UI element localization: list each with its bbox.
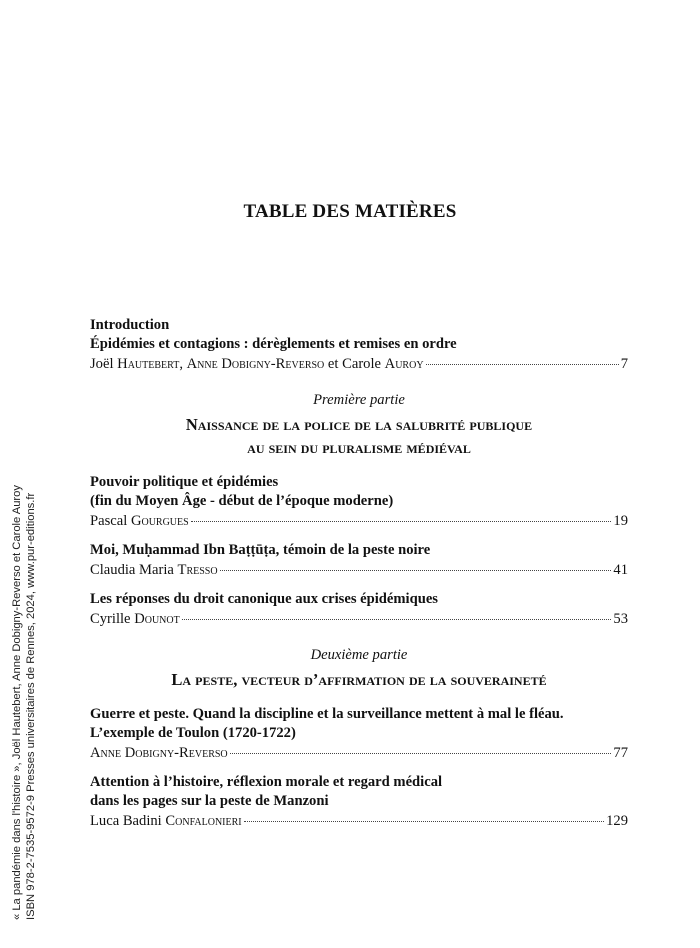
page-number: 7 (620, 356, 628, 372)
dot-leader (426, 363, 619, 365)
entry-author-line (90, 743, 628, 763)
entry-title: dans les pages sur la peste de Manzoni (90, 793, 329, 809)
entry-author: Luca Badini Confalonieri (90, 813, 242, 829)
entry-author-line (90, 560, 628, 580)
entry-title: Pouvoir politique et épidémies (90, 474, 279, 490)
part-title: au sein du pluralisme médiéval (247, 438, 471, 457)
toc-entry (90, 705, 628, 763)
entry-author-line (90, 354, 628, 374)
page-title: TABLE DES MATIÈRES (243, 201, 457, 222)
entry-title: Moi, Muḥammad Ibn Baṭṭūṭa, témoin de la peste noire (90, 542, 431, 558)
dot-leader (220, 569, 612, 571)
part-heading-2 (90, 645, 628, 691)
dot-leader (244, 820, 605, 822)
entry-author: Pascal Gourgues (90, 513, 189, 529)
dot-leader (230, 752, 612, 754)
part-title: La peste, vecteur d’affirmation de la souveraineté (171, 670, 547, 689)
page-number: 41 (613, 562, 628, 578)
table-of-contents (90, 316, 628, 841)
part-heading-1 (90, 390, 628, 459)
page-number: 53 (613, 611, 628, 627)
entry-authors: Joël Hautebert, Anne Dobigny-Reverso et Carole Auroy (90, 356, 424, 372)
toc-entry (90, 473, 628, 531)
entry-author: Cyrille Dounot (90, 611, 180, 627)
part-label: Deuxième partie (310, 647, 408, 663)
dot-leader (182, 618, 612, 620)
toc-entry (90, 773, 628, 831)
toc-entry (90, 541, 628, 580)
page-number: 19 (613, 513, 628, 529)
entry-title: Guerre et peste. Quand la discipline et la surveillance mettent à mal le fléau. (90, 706, 564, 722)
entry-author-line (90, 511, 628, 531)
side-credit (10, 440, 38, 920)
entry-title: Attention à l’histoire, réflexion morale et regard médical (90, 774, 443, 790)
entry-author-line (90, 811, 628, 831)
dot-leader (191, 520, 612, 522)
part-label: Première partie (313, 392, 405, 408)
toc-entry-introduction (90, 316, 628, 374)
page-number: 77 (613, 745, 628, 761)
entry-author-line (90, 609, 628, 629)
entry-title: L’exemple de Toulon (1720-1722) (90, 725, 296, 741)
credit-line: « La pandémie dans l'histoire », Joël Hautebert, Anne Dobigny-Reverso et Carole Auroy (11, 485, 23, 920)
entry-author: Anne Dobigny-Reverso (90, 745, 228, 761)
entry-section-label: Introduction (90, 317, 170, 333)
entry-author: Claudia Maria Tresso (90, 562, 218, 578)
entry-title: Épidémies et contagions : dérèglements et remises en ordre (90, 336, 457, 352)
entry-title: Les réponses du droit canonique aux crises épidémiques (90, 591, 438, 607)
entry-title: (fin du Moyen Âge - début de l’époque moderne) (90, 493, 394, 509)
toc-entry (90, 590, 628, 629)
page-number: 129 (606, 813, 628, 829)
credit-line: ISBN 978-2-7535-9572-9 Presses universitaires de Rennes, 2024, www.pur-editions.fr (25, 492, 37, 920)
part-title: Naissance de la police de la salubrité publique (185, 415, 533, 434)
